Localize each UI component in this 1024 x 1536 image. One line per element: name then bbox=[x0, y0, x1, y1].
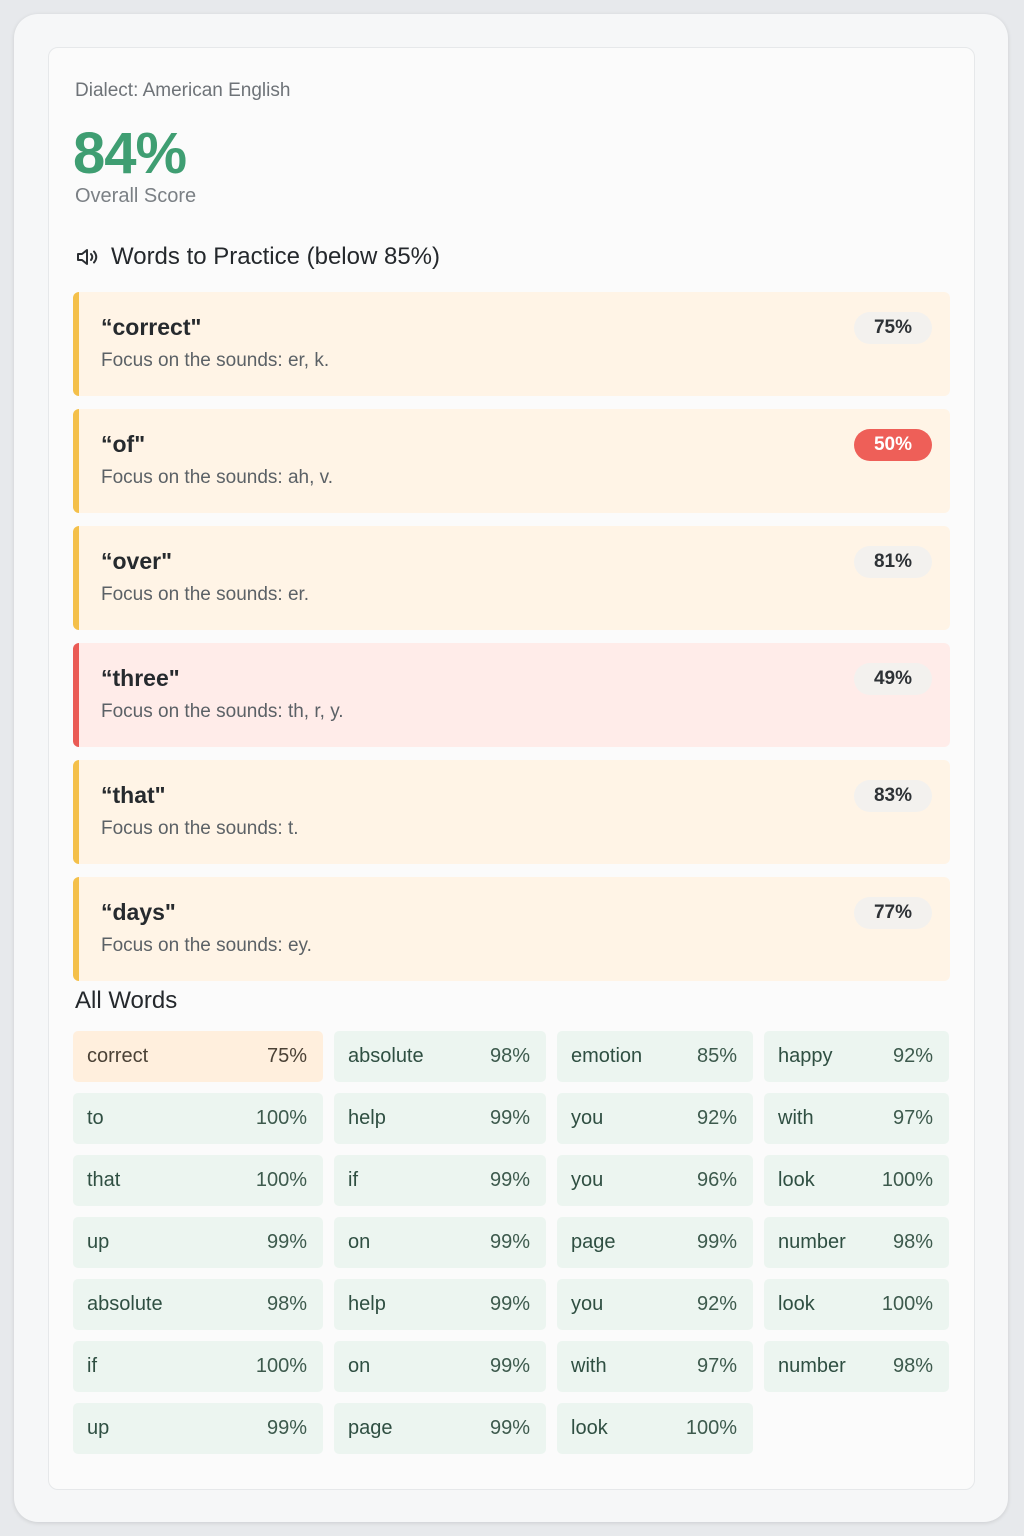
word-chip[interactable] bbox=[764, 1217, 949, 1268]
all-words-heading: All Words bbox=[75, 987, 178, 1014]
word-chip-label: that bbox=[87, 1169, 121, 1191]
word-chip[interactable] bbox=[557, 1279, 753, 1330]
word-chip-label: absolute bbox=[348, 1045, 424, 1067]
word-chip-label: on bbox=[348, 1355, 371, 1377]
word-chip[interactable] bbox=[73, 1155, 323, 1206]
word-chip[interactable] bbox=[557, 1217, 753, 1268]
word-chip[interactable] bbox=[764, 1341, 949, 1392]
word-chip-label: page bbox=[571, 1231, 616, 1253]
word-chip[interactable] bbox=[334, 1279, 546, 1330]
word-chip-score: 100% bbox=[881, 1293, 933, 1315]
practice-tip: Focus on the sounds: er. bbox=[101, 584, 310, 605]
word-chip[interactable] bbox=[73, 1341, 323, 1392]
word-chip-score: 100% bbox=[255, 1169, 307, 1191]
word-chip[interactable] bbox=[764, 1155, 949, 1206]
word-chip-score: 85% bbox=[696, 1045, 737, 1067]
word-chip-label: absolute bbox=[87, 1293, 163, 1315]
word-chip-score: 99% bbox=[489, 1107, 530, 1129]
word-chip[interactable] bbox=[73, 1031, 323, 1082]
word-chip[interactable] bbox=[764, 1031, 949, 1082]
word-chip-label: correct bbox=[87, 1045, 149, 1067]
practice-heading bbox=[75, 243, 440, 271]
word-chip-label: on bbox=[348, 1231, 371, 1253]
word-chip-score: 99% bbox=[489, 1355, 530, 1377]
word-chip-label: if bbox=[87, 1355, 97, 1377]
practice-word-card[interactable] bbox=[73, 292, 950, 396]
word-chip[interactable] bbox=[557, 1155, 753, 1206]
word-chip-score: 99% bbox=[696, 1231, 737, 1253]
practice-word: “over" bbox=[101, 548, 172, 574]
practice-word: “days" bbox=[101, 899, 176, 925]
practice-word: “of" bbox=[101, 431, 146, 457]
practice-tip: Focus on the sounds: t. bbox=[101, 818, 299, 839]
word-chip[interactable] bbox=[334, 1341, 546, 1392]
word-chip-label: happy bbox=[778, 1045, 833, 1067]
word-chip-label: look bbox=[778, 1169, 815, 1191]
word-chip[interactable] bbox=[334, 1031, 546, 1082]
practice-score-badge: 75% bbox=[854, 312, 932, 344]
practice-score-badge: 49% bbox=[854, 663, 932, 695]
word-chip[interactable] bbox=[334, 1155, 546, 1206]
practice-tip: Focus on the sounds: ey. bbox=[101, 935, 312, 956]
word-chip-score: 97% bbox=[892, 1107, 933, 1129]
practice-heading-text: Words to Practice (below 85%) bbox=[111, 243, 441, 270]
word-chip-label: up bbox=[87, 1417, 110, 1439]
word-chip[interactable] bbox=[73, 1217, 323, 1268]
practice-tip: Focus on the sounds: th, r, y. bbox=[101, 701, 344, 722]
word-chip-score: 99% bbox=[266, 1417, 307, 1439]
word-chip-label: to bbox=[87, 1107, 104, 1129]
word-chip[interactable] bbox=[764, 1279, 949, 1330]
practice-score-badge: 83% bbox=[854, 780, 932, 812]
app-window bbox=[14, 14, 1008, 1522]
word-chip-score: 75% bbox=[266, 1045, 307, 1067]
word-chip[interactable] bbox=[334, 1217, 546, 1268]
practice-word: “that" bbox=[101, 782, 166, 808]
practice-list bbox=[73, 292, 950, 994]
word-chip-score: 99% bbox=[266, 1231, 307, 1253]
word-chip[interactable] bbox=[73, 1403, 323, 1454]
practice-score-badge: 77% bbox=[854, 897, 932, 929]
word-chip-label: if bbox=[348, 1169, 358, 1191]
word-chip-label: number bbox=[778, 1231, 846, 1253]
practice-word-card[interactable] bbox=[73, 760, 950, 864]
practice-word-card[interactable] bbox=[73, 643, 950, 747]
word-chip-score: 92% bbox=[892, 1045, 933, 1067]
word-chip-score: 100% bbox=[255, 1355, 307, 1377]
word-chip[interactable] bbox=[73, 1279, 323, 1330]
word-chip-label: with bbox=[778, 1107, 814, 1129]
word-chip-score: 98% bbox=[266, 1293, 307, 1315]
practice-score-badge: 50% bbox=[854, 429, 932, 461]
practice-tip: Focus on the sounds: er, k. bbox=[101, 350, 330, 371]
word-chip-score: 99% bbox=[489, 1417, 530, 1439]
word-chip-label: you bbox=[571, 1107, 604, 1129]
word-chip[interactable] bbox=[557, 1403, 753, 1454]
word-chip-score: 96% bbox=[696, 1169, 737, 1191]
word-chip[interactable] bbox=[764, 1093, 949, 1144]
word-chip[interactable] bbox=[557, 1093, 753, 1144]
word-chip-score: 100% bbox=[881, 1169, 933, 1191]
overall-score-label: Overall Score bbox=[75, 185, 197, 207]
word-chip-score: 99% bbox=[489, 1231, 530, 1253]
word-chip[interactable] bbox=[557, 1341, 753, 1392]
word-chip-score: 100% bbox=[255, 1107, 307, 1129]
word-chip-score: 99% bbox=[489, 1169, 530, 1191]
word-chip-score: 92% bbox=[696, 1293, 737, 1315]
word-chip[interactable] bbox=[73, 1093, 323, 1144]
word-chip-score: 92% bbox=[696, 1107, 737, 1129]
speaker-icon[interactable] bbox=[75, 246, 101, 268]
word-chip-score: 100% bbox=[685, 1417, 737, 1439]
word-chip-label: look bbox=[778, 1293, 815, 1315]
word-chip-label: with bbox=[571, 1355, 607, 1377]
practice-tip: Focus on the sounds: ah, v. bbox=[101, 467, 334, 488]
word-chip-label: look bbox=[571, 1417, 608, 1439]
word-chip-label: up bbox=[87, 1231, 110, 1253]
word-chip-score: 98% bbox=[489, 1045, 530, 1067]
dialect-label: Dialect: American English bbox=[75, 80, 291, 101]
practice-score-badge: 81% bbox=[854, 546, 932, 578]
word-chip-label: you bbox=[571, 1169, 604, 1191]
word-chip-score: 99% bbox=[489, 1293, 530, 1315]
word-chip-label: help bbox=[348, 1107, 386, 1129]
word-chip-score: 98% bbox=[892, 1231, 933, 1253]
word-chip-label: help bbox=[348, 1293, 386, 1315]
word-chip-label: number bbox=[778, 1355, 846, 1377]
practice-word-card[interactable] bbox=[73, 877, 950, 981]
word-chip[interactable] bbox=[334, 1403, 546, 1454]
word-chip-label: page bbox=[348, 1417, 393, 1439]
word-chip-label: emotion bbox=[571, 1045, 643, 1067]
word-chip-score: 98% bbox=[892, 1355, 933, 1377]
practice-word-card[interactable] bbox=[73, 526, 950, 630]
practice-word-card[interactable] bbox=[73, 409, 950, 513]
word-chip[interactable] bbox=[334, 1093, 546, 1144]
results-card bbox=[48, 47, 975, 1490]
word-chip-score: 97% bbox=[696, 1355, 737, 1377]
word-chip[interactable] bbox=[557, 1031, 753, 1082]
practice-word: “three" bbox=[101, 665, 180, 691]
overall-score-value: 84% bbox=[73, 121, 187, 186]
word-chip-label: you bbox=[571, 1293, 604, 1315]
all-words-grid bbox=[73, 1031, 950, 1454]
practice-word: “correct" bbox=[101, 314, 202, 340]
